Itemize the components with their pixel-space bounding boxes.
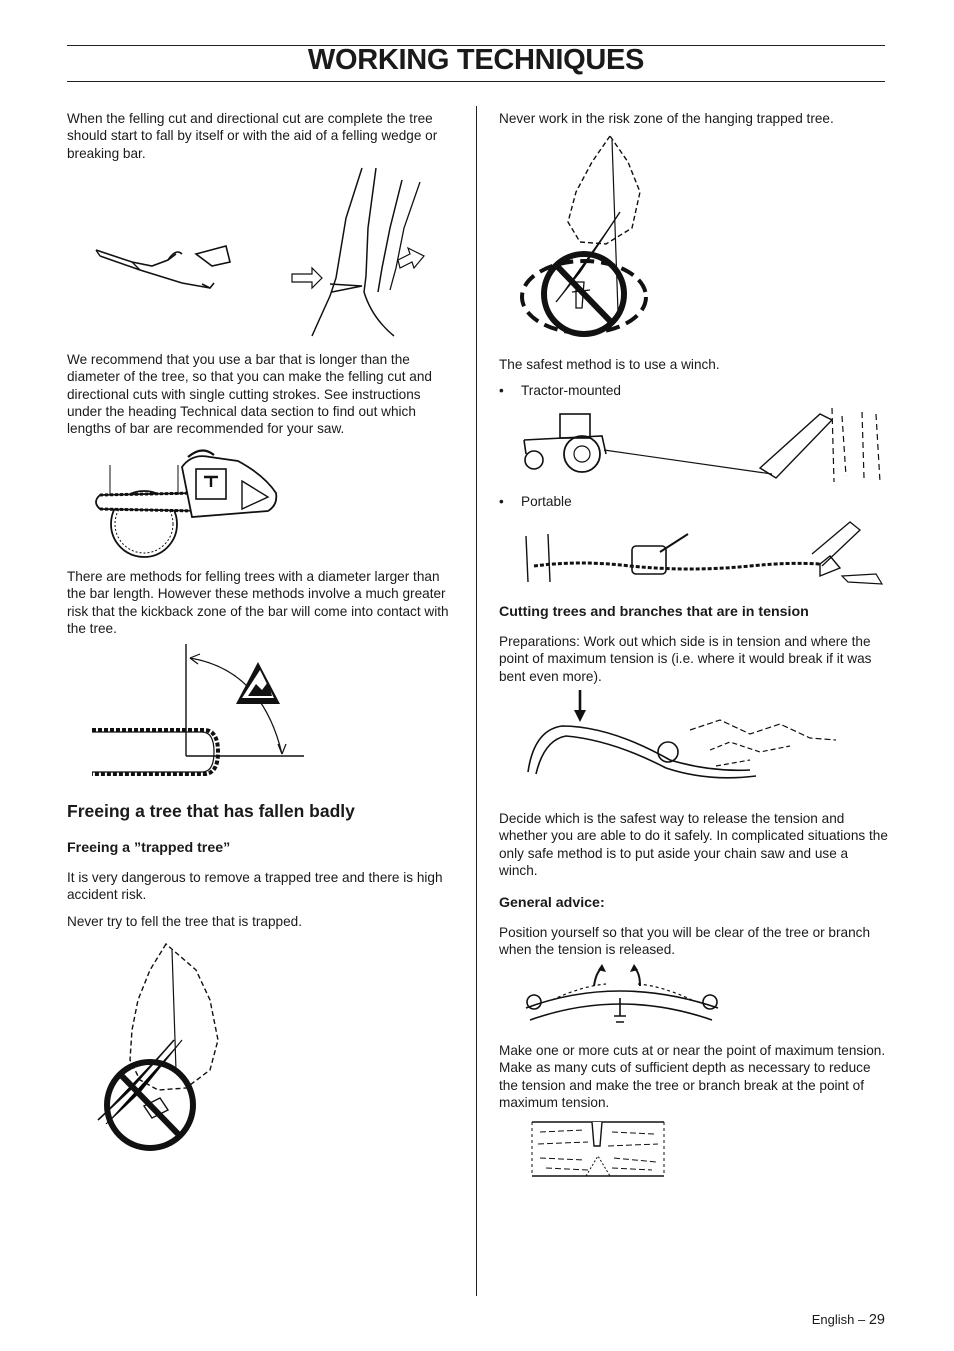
bullet-tractor-label: Tractor-mounted [521, 383, 621, 398]
bullet-tractor: • Tractor-mounted [499, 383, 621, 398]
title-underline [67, 81, 885, 82]
trapped-tree-prohibited-icon [90, 940, 225, 1155]
paragraph-large-diameter: There are methods for felling trees with a diameter larger than the bar length. However these methods involve a much greater risk that the kickback zone of the bar will come into contact with the tree. [67, 569, 449, 636]
bullet-portable: • Portable [499, 494, 572, 509]
paragraph-decide: Decide which is the safest way to release the tension and whether you are able to do it safely. In complicated situations the only safe method is to put aside your chain saw and use a winch. [499, 811, 888, 878]
paragraph-bar-length: We recommend that you use a bar that is longer than the diameter of the tree, so that you can make the felling cut and directional cuts with single cutting strokes. See instructions under the heading Technical data section to find out which lengths of bar are recommended for your saw. [67, 352, 432, 437]
paragraph-position: Position yourself so that you will be clear of the tree or branch when the tension is released. [499, 925, 871, 958]
portable-winch-icon [520, 516, 885, 586]
page-title: WORKING TECHNIQUES [307, 44, 645, 76]
subheading-trapped-tree: Freeing a ”trapped tree” [67, 840, 231, 856]
heading-general-advice: General advice: [499, 895, 605, 911]
column-divider [476, 106, 477, 1296]
chainsaw-bar-icon [92, 445, 282, 565]
felling-cut-icon [290, 168, 430, 340]
footer-dash: – [854, 1312, 869, 1327]
risk-zone-prohibited-icon [520, 132, 650, 347]
paragraph-danger-trapped: It is very dangerous to remove a trapped tree and there is high accident risk. [67, 870, 443, 903]
paragraph-felling-complete: When the felling cut and directional cut are complete the tree should start to fall by itself or with the aid of a felling wedge or breaking bar. [67, 111, 438, 161]
tension-cut-icon [528, 1118, 668, 1180]
page-number: 29 [868, 1312, 885, 1328]
paragraph-risk-zone: Never work in the risk zone of the hanging trapped tree. [499, 111, 834, 126]
paragraph-never-fell: Never try to fell the tree that is trapped. [67, 914, 302, 929]
heading-freeing-tree: Freeing a tree that has fallen badly [67, 801, 355, 821]
heading-cutting-tension: Cutting trees and branches that are in tension [499, 604, 809, 620]
position-clear-icon [522, 964, 722, 1034]
tension-branch-icon [520, 690, 840, 782]
paragraph-preparations: Preparations: Work out which side is in tension and where the point of maximum tension is (i.e. where it would break if it was bent even more). [499, 634, 872, 684]
bullet-portable-label: Portable [521, 494, 572, 509]
paragraph-make-cuts: Make one or more cuts at or near the point of maximum tension. Make as many cuts of sufficient depth as necessary to reduce the tension and make the tree or branch break at the point of maximum tension. [499, 1043, 886, 1110]
tractor-winch-icon [520, 406, 885, 484]
kickback-zone-icon [92, 644, 312, 789]
footer-language: English [811, 1312, 855, 1327]
page-footer [812, 1312, 885, 1328]
felling-tools-icon [92, 168, 242, 298]
paragraph-winch: The safest method is to use a winch. [499, 357, 720, 372]
